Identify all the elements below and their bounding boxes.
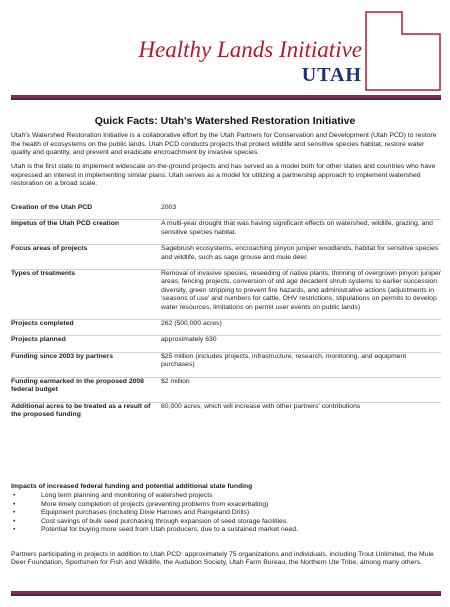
fact-row bbox=[11, 402, 441, 426]
logo-state: UTAH bbox=[301, 64, 362, 86]
fact-label: Projects completed bbox=[11, 320, 161, 336]
fact-value: approximately 630 bbox=[161, 336, 441, 352]
fact-label: Funding earmarked in the proposed 2008 federal budget bbox=[11, 377, 161, 402]
fact-value: $2 million bbox=[161, 377, 441, 402]
fact-label: Creation of the Utah PCD bbox=[11, 204, 93, 211]
fact-row bbox=[11, 245, 441, 270]
fact-row bbox=[11, 220, 441, 245]
footer-rule-blue bbox=[11, 594, 441, 596]
fact-row bbox=[11, 320, 441, 336]
intro-paragraph: Utah's Watershed Restoration Initiative is a collaborative effort by the Utah Partners for Conservation and Development (Utah PCD) to restore the health of ecosystems on the public lands. Utah PCD conducts projects that protect wildlife and sensitive species habitat, restore water quality and quantity, and prevent and eradicate encroachment by invasive species. bbox=[11, 132, 437, 157]
fact-value: A multi-year drought that was having significant effects on watershed, wildlife, grazing, and sensitive species habitat. bbox=[161, 220, 441, 245]
impact-item: • Cost savings of bulk seed purchasing through expansion of seed storage facilities. bbox=[11, 518, 441, 526]
fact-value: 2003 bbox=[161, 204, 177, 211]
fact-row bbox=[11, 270, 441, 320]
header-rule-blue bbox=[11, 98, 441, 100]
fact-value: 80,000 acres, which will increase with other partners' contributions bbox=[161, 402, 441, 426]
fact-value: Removal of invasive species, reseeding of native plants, thinning of overgrown pinyon juniper areas, fencing projects, conversion of old age decadent shrub systems to earlier succession diversity, green stripping to prevent fire hazards, and administrative actions (adjustments in 'seasons of use' and numbers for cattle, OHV restrictions, stipulations on permits to develop water resources, limitations on permit user events on public lands) bbox=[161, 270, 441, 320]
fact-label: Projects planned bbox=[11, 336, 161, 352]
impact-item: • Potential for buying more seed from Utah producers, due to a sustained market need. bbox=[11, 526, 441, 534]
impacts-list bbox=[11, 492, 441, 534]
fact-value: 262 (500,000 acres) bbox=[161, 320, 441, 336]
impacts-heading: Impacts of increased federal funding and potential additional state funding bbox=[11, 483, 253, 490]
impact-item: • Long term planning and monitoring of watershed projects bbox=[11, 492, 441, 500]
fact-row bbox=[11, 336, 441, 352]
fact-row bbox=[11, 352, 441, 377]
impact-item: • Equipment purchases (including Dixie Harrows and Rangeland Drills) bbox=[11, 509, 441, 517]
fact-row bbox=[11, 204, 441, 220]
fact-label: Additional acres to be treated as a result of the proposed funding bbox=[11, 402, 161, 426]
logo-title: Healthy Lands Initiative bbox=[138, 37, 362, 62]
fact-label: Types of treatments bbox=[11, 270, 161, 320]
partners-paragraph: Partners participating in projects in addition to Utah PCD: approximately 75 organizations and individuals, including Trout Unlimited, the Mule Deer Foundation, Sportsmen for Fish and Wildlife, the Audubon Society, Utah Farm Bureau, the Northern Ute Tribe, among many others. bbox=[11, 551, 434, 567]
facts-table bbox=[11, 204, 441, 426]
intro-paragraph-2: Utah is the first state to implement widescale on-the-ground projects and has served as a model both for other states and countries who have expressed an interest in implementing similar plans. Utah serves as a model for utilizing a partnership approach to implement watershed restoration on a broad scale. bbox=[11, 163, 436, 188]
page-title: Quick Facts: Utah's Watershed Restoration Initiative bbox=[94, 115, 356, 127]
impacts-section bbox=[11, 483, 441, 534]
fact-value: Sagebrush ecosystems, encroaching pinyon juniper woodlands, habitat for sensitive species and wildlife, such as sage grouse and mule deer. bbox=[161, 245, 441, 270]
impact-item: • More timely completion of projects (preventing problems from exacerbating) bbox=[11, 501, 441, 509]
fact-label: Focus areas of projects bbox=[11, 245, 161, 270]
utah-map-icon bbox=[362, 10, 444, 92]
fact-row bbox=[11, 377, 441, 402]
fact-label: Funding since 2003 by partners bbox=[11, 352, 161, 377]
header bbox=[0, 0, 450, 100]
fact-value: $25 million (includes projects, infrastructure, research, monitoring, and equipment purchases) bbox=[161, 352, 441, 377]
fact-label: Impetus of the Utah PCD creation bbox=[11, 220, 161, 245]
